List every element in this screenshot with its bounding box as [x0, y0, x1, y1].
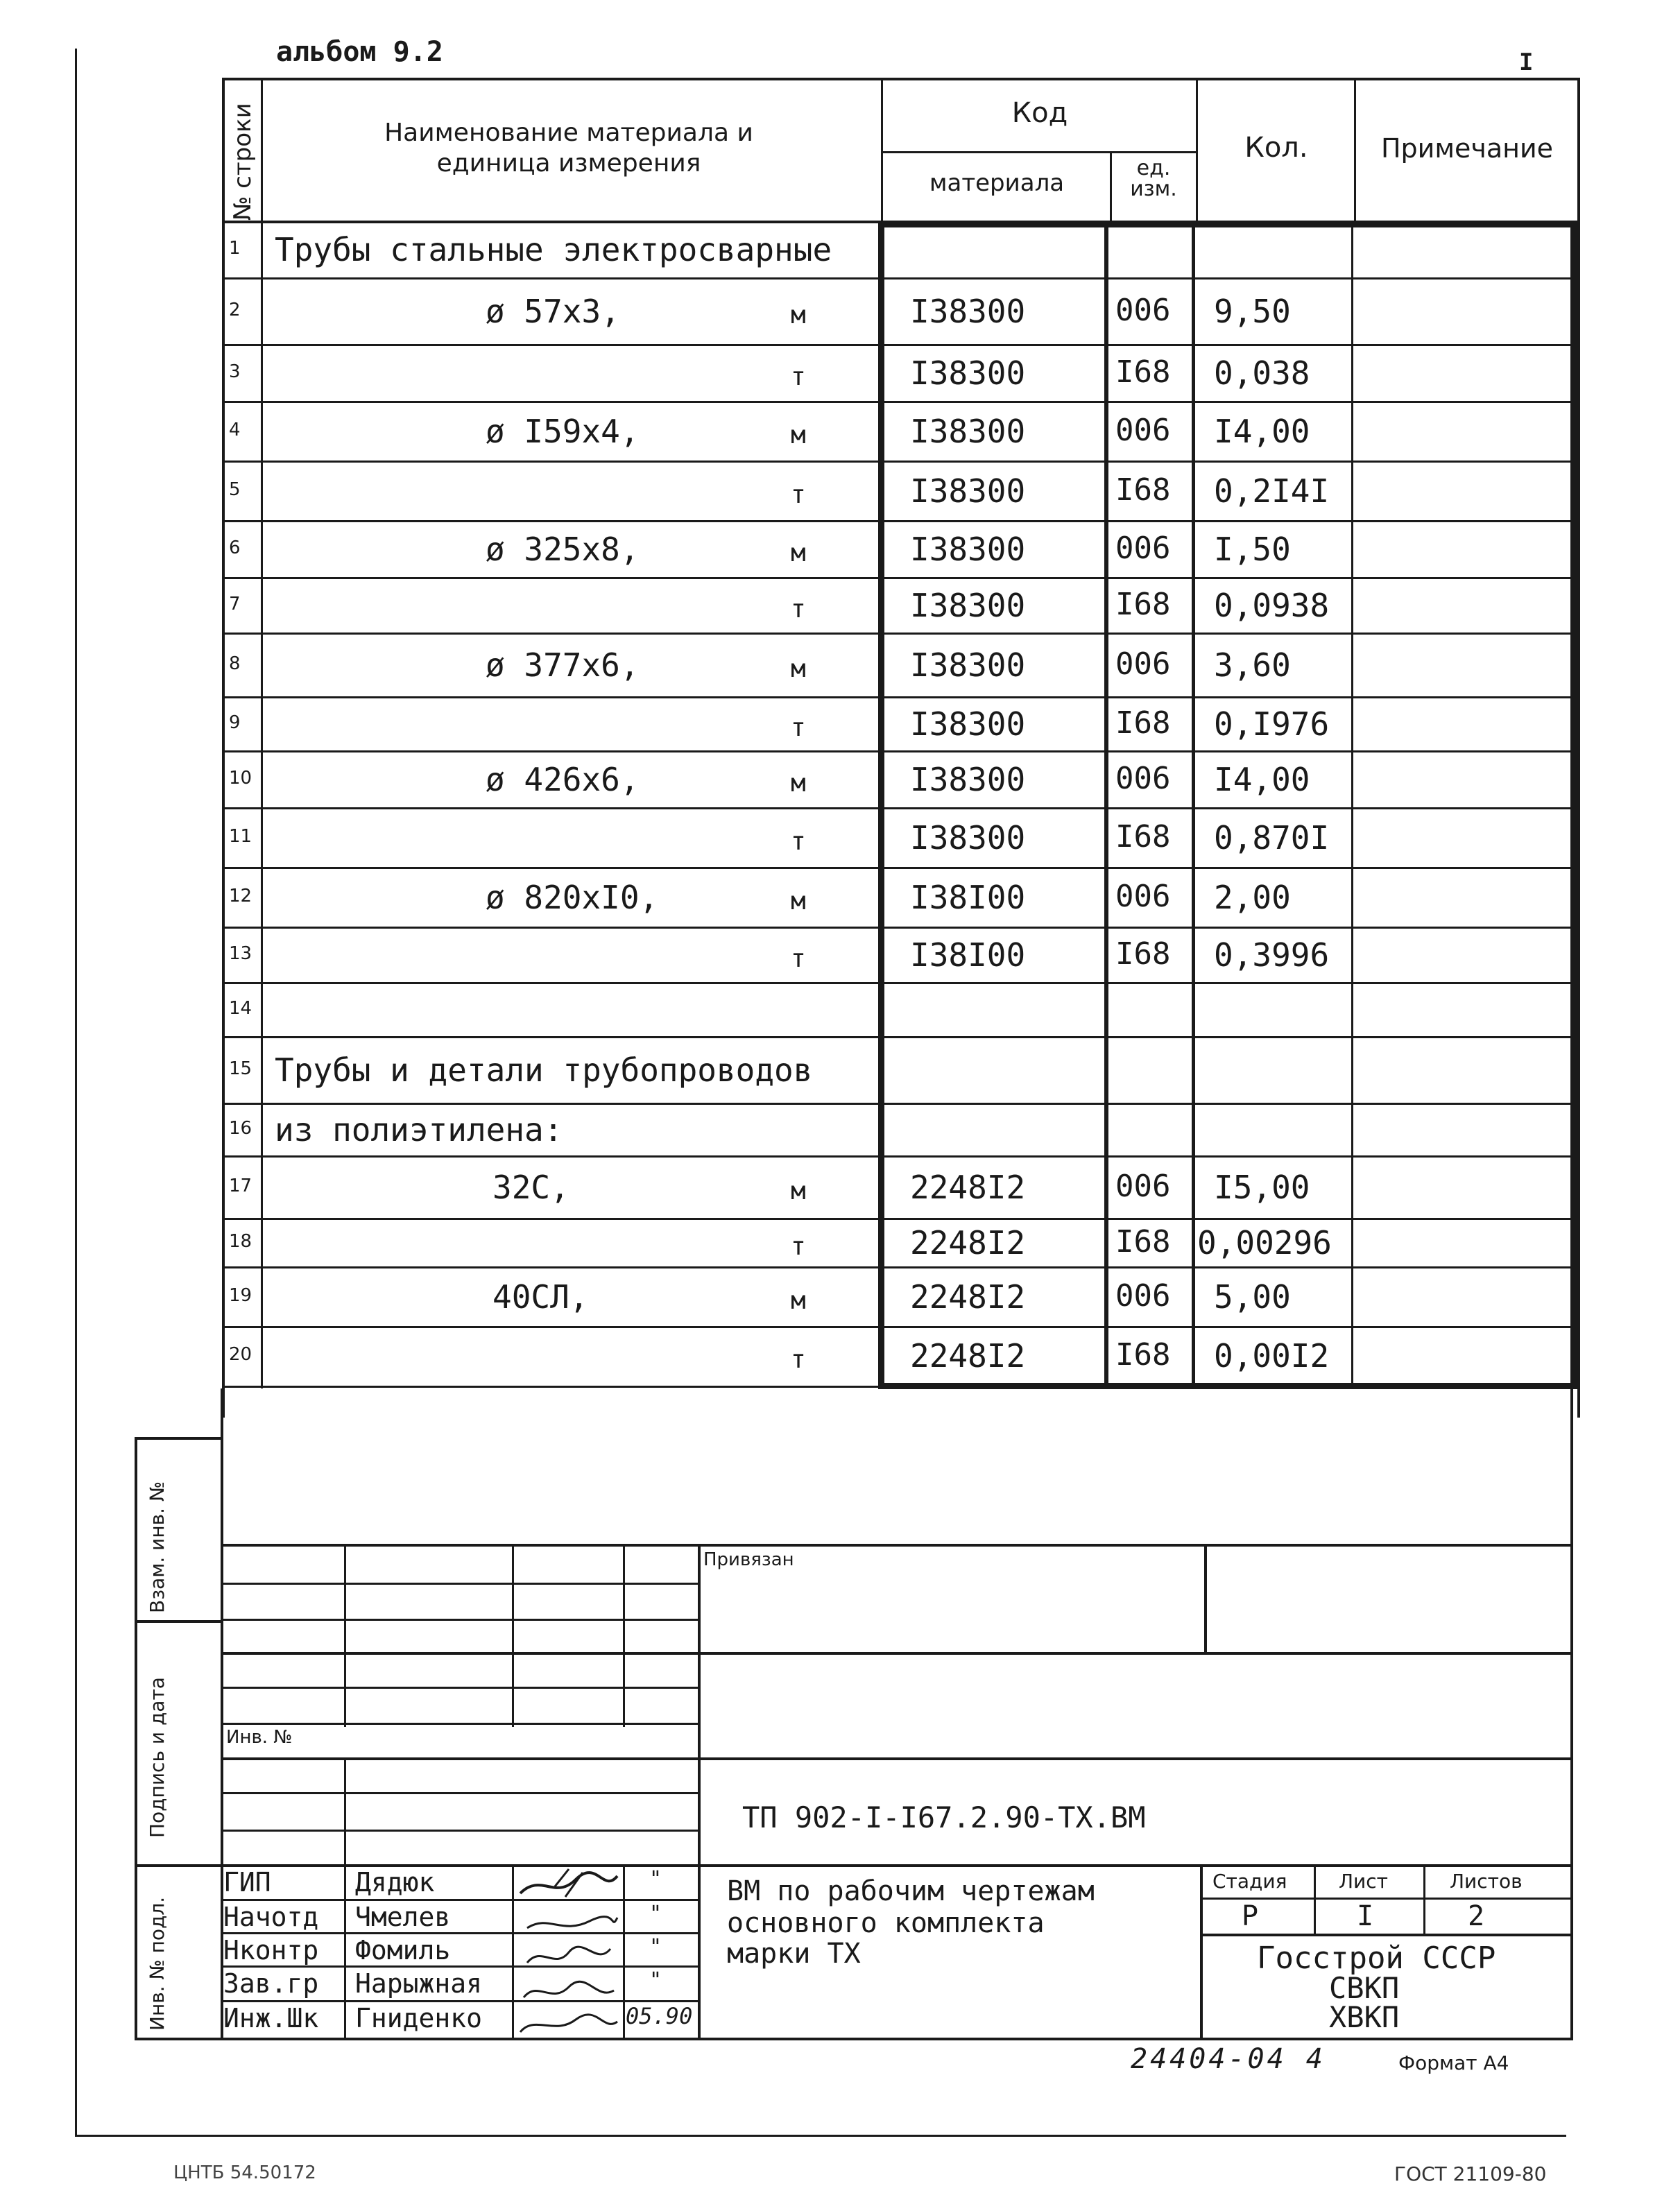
- side-label-inv-podl: Инв. № подл.: [146, 1896, 169, 2031]
- unit-code: I68: [1115, 705, 1171, 741]
- unit-code: 006: [1115, 1277, 1171, 1314]
- format-label: Формат А4: [1398, 2051, 1509, 2074]
- sheets-label: Листов: [1450, 1870, 1523, 1893]
- unit: т: [791, 362, 806, 391]
- row-number: 15: [229, 1058, 252, 1079]
- gost-label: ГОСТ 21109-80: [1394, 2162, 1547, 2185]
- org-line-2: СВКП: [1329, 1971, 1400, 2005]
- org-line-1: Госстрой СССР: [1257, 1941, 1496, 1976]
- unit-code: I68: [1115, 1336, 1171, 1373]
- left-bottom-code: ЦНТБ 54.50172: [173, 2162, 316, 2183]
- unit-code: I68: [1115, 818, 1171, 854]
- doc-code: ТП 902-I-I67.2.90-ТХ.ВМ: [742, 1800, 1146, 1834]
- material-code: I38300: [910, 646, 1026, 684]
- quantity: 0,00I2: [1214, 1336, 1330, 1375]
- header-qty: Кол.: [1244, 132, 1308, 164]
- material-code: 2248I2: [910, 1168, 1026, 1206]
- row-number: 4: [229, 419, 241, 440]
- unit-code: I68: [1115, 354, 1171, 390]
- quantity: 0,3996: [1214, 936, 1330, 974]
- unit: м: [791, 420, 806, 449]
- description-line-1: ВМ по рабочим чертежам: [727, 1875, 1095, 1907]
- row-number: 5: [229, 479, 241, 500]
- inv-no-label: Инв. №: [226, 1727, 293, 1748]
- quantity: 3,60: [1214, 646, 1291, 684]
- description-line-3: марки ТХ: [727, 1938, 861, 1970]
- quantity: 0,2I4I: [1214, 472, 1330, 510]
- row-number: 11: [229, 825, 252, 847]
- quantity: 0,038: [1214, 354, 1310, 392]
- unit: м: [791, 1286, 806, 1315]
- unit-code: I68: [1115, 472, 1171, 508]
- staff-name: Фомиль: [355, 1935, 451, 1965]
- quantity: I4,00: [1214, 412, 1310, 450]
- staff-role: Зав.гр: [223, 1968, 319, 1999]
- sheet-value: I: [1357, 1900, 1374, 1932]
- staff-date: 05.90: [626, 2003, 693, 2029]
- row-number: 12: [229, 885, 252, 906]
- unit-code: I68: [1115, 936, 1171, 972]
- staff-role: Начотд: [223, 1902, 319, 1932]
- quantity: 2,00: [1214, 878, 1291, 916]
- sheet-label: Лист: [1339, 1870, 1388, 1893]
- material-code: I38300: [910, 705, 1026, 743]
- material-name: ø 57x3,: [486, 292, 620, 330]
- header-note: Примечание: [1380, 133, 1554, 164]
- row-number: 8: [229, 653, 241, 674]
- row-number: 2: [229, 299, 241, 320]
- unit-code: 006: [1115, 530, 1171, 566]
- unit-code: 006: [1115, 1168, 1171, 1204]
- material-code: I38300: [910, 818, 1026, 857]
- staff-name: Чмелев: [355, 1902, 451, 1932]
- material-code: I38300: [910, 292, 1026, 330]
- stage-label: Стадия: [1212, 1870, 1287, 1893]
- bottom-margin-line: [75, 2135, 1566, 2137]
- unit-code: 006: [1115, 646, 1171, 682]
- unit: м: [791, 768, 806, 798]
- material-code: I38I00: [910, 936, 1026, 974]
- unit-code: I68: [1115, 1223, 1171, 1259]
- staff-name: Гниденко: [355, 2003, 483, 2033]
- unit: т: [791, 1345, 806, 1374]
- header-row-no: № строки: [229, 103, 257, 221]
- quantity: I4,00: [1214, 760, 1310, 798]
- album-label: альбом 9.2: [276, 36, 443, 68]
- side-label-vzam: Взам. инв. №: [146, 1481, 169, 1613]
- row-number: 19: [229, 1284, 252, 1306]
- quantity: 0,00296: [1197, 1223, 1332, 1262]
- row-number: 14: [229, 997, 252, 1019]
- unit: т: [791, 594, 806, 623]
- material-code: I38300: [910, 472, 1026, 510]
- header-unit-code: ед. изм.: [1130, 156, 1177, 201]
- unit-code: I68: [1115, 586, 1171, 622]
- row-number: 18: [229, 1230, 252, 1252]
- staff-name: Нарыжная: [355, 1968, 483, 1999]
- staff-role: Нконтр: [223, 1935, 319, 1965]
- unit-code: 006: [1115, 760, 1171, 796]
- unit: м: [791, 300, 806, 329]
- header-material: материала: [929, 169, 1065, 197]
- header-code: Код: [1011, 97, 1068, 129]
- staff-name: Дядюк: [355, 1867, 435, 1898]
- unit: т: [791, 944, 806, 973]
- row-number: 17: [229, 1175, 252, 1196]
- material-code: I38300: [910, 412, 1026, 450]
- staff-date: ": [649, 1867, 662, 1891]
- left-margin-line: [75, 49, 77, 2136]
- signatures: [513, 1866, 624, 2039]
- unit: т: [791, 713, 806, 742]
- unit: т: [791, 480, 806, 509]
- material-code: 2248I2: [910, 1336, 1026, 1375]
- header-name: Наименование материала и единица измерения: [384, 119, 753, 178]
- unit: т: [791, 827, 806, 856]
- row-number: 7: [229, 593, 241, 614]
- row-number: 10: [229, 767, 252, 789]
- material-code: I38300: [910, 586, 1026, 624]
- unit: т: [791, 1232, 806, 1261]
- stage-value: Р: [1242, 1900, 1259, 1932]
- staff-date: ": [649, 1935, 662, 1959]
- privyazan-label: Привязан: [703, 1549, 794, 1570]
- sheets-value: 2: [1468, 1900, 1485, 1932]
- row-number: 6: [229, 537, 241, 558]
- unit-code: 006: [1115, 292, 1171, 328]
- quantity: 0,0938: [1214, 586, 1330, 624]
- row-number: 16: [229, 1117, 252, 1139]
- material-name: ø I59x4,: [486, 412, 640, 450]
- page-mark: I: [1519, 49, 1534, 76]
- material-code: I38300: [910, 760, 1026, 798]
- staff-role: ГИП: [223, 1867, 271, 1898]
- material-name: Трубы и детали трубопроводов: [275, 1051, 813, 1089]
- material-name: из полиэтилена:: [275, 1110, 563, 1148]
- quantity: 9,50: [1214, 292, 1291, 330]
- material-name: 32С,: [492, 1168, 569, 1206]
- material-name: Трубы стальные электросварные: [275, 231, 832, 268]
- material-name: ø 820xI0,: [486, 878, 659, 916]
- staff-role: Инж.Шк: [223, 2003, 319, 2033]
- quantity: 5,00: [1214, 1277, 1291, 1316]
- quantity: I,50: [1214, 530, 1291, 568]
- handwritten-number: 24404-04 4: [1131, 2043, 1326, 2075]
- row-number: 13: [229, 943, 252, 964]
- quantity: I5,00: [1214, 1168, 1310, 1206]
- row-number: 20: [229, 1343, 252, 1365]
- staff-date: ": [649, 1968, 662, 1993]
- description-line-2: основного комплекта: [727, 1907, 1045, 1939]
- material-name: ø 325x8,: [486, 530, 640, 568]
- row-number: 1: [229, 238, 241, 259]
- material-code: I38300: [910, 354, 1026, 392]
- unit: м: [791, 886, 806, 915]
- org-line-3: ХВКП: [1329, 2000, 1400, 2034]
- unit-code: 006: [1115, 412, 1171, 448]
- staff-date: ": [649, 1902, 662, 1926]
- unit: м: [791, 538, 806, 567]
- unit: м: [791, 654, 806, 683]
- material-code: 2248I2: [910, 1277, 1026, 1316]
- material-code: I38I00: [910, 878, 1026, 916]
- quantity: 0,I976: [1214, 705, 1330, 743]
- material-code: I38300: [910, 530, 1026, 568]
- unit: м: [791, 1176, 806, 1205]
- side-label-podpis: Подпись и дата: [146, 1677, 169, 1838]
- material-name: 40СЛ,: [492, 1277, 589, 1316]
- quantity: 0,870I: [1214, 818, 1330, 857]
- material-code: 2248I2: [910, 1223, 1026, 1262]
- material-name: ø 426x6,: [486, 760, 640, 798]
- unit-code: 006: [1115, 878, 1171, 914]
- row-number: 9: [229, 712, 241, 733]
- row-number: 3: [229, 361, 241, 382]
- material-name: ø 377x6,: [486, 646, 640, 684]
